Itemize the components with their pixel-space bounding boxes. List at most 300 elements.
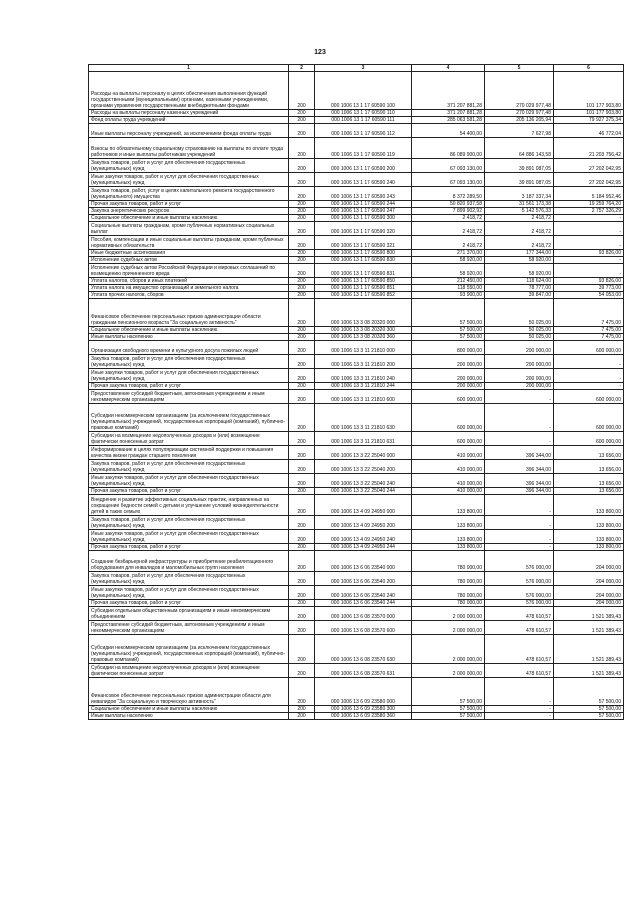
row-kbk-cell: 000 1006 13 1 17 60590 830 [315, 257, 412, 264]
row-code-cell: 200 [289, 264, 315, 278]
table-row [89, 621, 624, 635]
row-name-cell: Финансовое обеспечение персональных призов администрации области гражданам пенсионного возраста "За социальную активность" [89, 299, 289, 327]
row-remaining-cell: - [554, 369, 624, 383]
row-executed-cell: 50 025,00 [485, 334, 554, 341]
row-kbk-cell: 000 1006 13 3 22 25040 000 [315, 446, 412, 460]
row-executed-cell: 396 344,00 [485, 488, 554, 495]
table-row [89, 488, 624, 495]
column-header-3: 3 [315, 65, 412, 72]
budget-table-body [89, 65, 624, 720]
row-executed-cell: 478 610,57 [485, 664, 554, 678]
row-code-cell: 200 [289, 355, 315, 369]
table-row [89, 664, 624, 678]
table-row [89, 292, 624, 299]
row-approved-cell: 410 000,00 [412, 460, 485, 474]
row-name-cell: Взносы по обязательному социальному страхованию на выплаты по оплате труда работников и иные выплаты работникам учреждений [89, 138, 289, 159]
row-remaining-cell: 93 826,00 [554, 278, 624, 285]
row-code-cell: 200 [289, 607, 315, 621]
row-remaining-cell: - [554, 257, 624, 264]
row-kbk-cell: 000 1006 13 6 06 23540 200 [315, 572, 412, 586]
row-approved-cell: 780 000,00 [412, 572, 485, 586]
row-kbk-cell: 000 1006 13 1 17 60590 800 [315, 250, 412, 257]
row-remaining-cell: 13 656,00 [554, 474, 624, 488]
row-kbk-cell: 000 1006 13 3 08 20320 000 [315, 299, 412, 327]
row-kbk-cell: 000 1006 13 1 17 60590 320 [315, 222, 412, 236]
table-row [89, 278, 624, 285]
row-code-cell: 200 [289, 495, 315, 516]
row-code-cell: 200 [289, 551, 315, 572]
row-approved-cell: 2 000 000,00 [412, 635, 485, 664]
row-kbk-cell: 000 1006 13 1 17 60590 831 [315, 264, 412, 278]
row-kbk-cell: 000 1006 13 6 08 23570 000 [315, 607, 412, 621]
row-approved-cell: 2 418,72 [412, 222, 485, 236]
row-kbk-cell: 000 1006 13 6 08 23570 631 [315, 664, 412, 678]
row-executed-cell: 118 624,00 [485, 278, 554, 285]
row-name-cell: Прочая закупка товаров, работ и услуг [89, 488, 289, 495]
column-header-2: 2 [289, 65, 315, 72]
row-name-cell: Социальное обеспечение и иные выплаты населению [89, 215, 289, 222]
row-approved-cell: 57 500,00 [412, 713, 485, 720]
row-approved-cell: 600 000,00 [412, 432, 485, 446]
row-code-cell: 200 [289, 257, 315, 264]
table-row [89, 334, 624, 341]
row-kbk-cell: 000 1006 13 6 09 23580 360 [315, 713, 412, 720]
row-executed-cell: 576 000,00 [485, 600, 554, 607]
row-approved-cell: 58 920,00 [412, 264, 485, 278]
row-remaining-cell: 46 772,04 [554, 124, 624, 138]
row-kbk-cell: 000 1006 13 3 11 21810 600 [315, 390, 412, 404]
row-executed-cell: 270 029 977,48 [485, 72, 554, 110]
row-remaining-cell: 133 800,00 [554, 544, 624, 551]
table-row [89, 355, 624, 369]
row-executed-cell: 50 025,00 [485, 327, 554, 334]
row-name-cell: Создание безбарьерной инфраструктуры и приобретение реабилитационного оборудования для инвалидов и маломобильных групп населения [89, 551, 289, 572]
row-code-cell: 200 [289, 713, 315, 720]
row-name-cell: Социальное обеспечение и иные выплаты населению [89, 327, 289, 334]
table-row [89, 383, 624, 390]
row-approved-cell: 57 500,00 [412, 327, 485, 334]
row-kbk-cell: 000 1006 13 1 17 60590 100 [315, 72, 412, 110]
row-approved-cell: 2 000 000,00 [412, 664, 485, 678]
row-remaining-cell: 133 800,00 [554, 530, 624, 544]
row-approved-cell: 410 000,00 [412, 446, 485, 460]
row-code-cell: 200 [289, 124, 315, 138]
row-remaining-cell: 204 000,00 [554, 600, 624, 607]
row-kbk-cell: 000 1006 13 3 08 20320 300 [315, 327, 412, 334]
row-approved-cell: 58 920,00 [412, 257, 485, 264]
row-executed-cell: - [485, 404, 554, 432]
table-header-row [89, 65, 624, 72]
row-name-cell: Исполнение судебных актов [89, 257, 289, 264]
row-executed-cell: 64 886 143,58 [485, 138, 554, 159]
row-kbk-cell: 000 1006 13 1 17 60590 200 [315, 159, 412, 173]
table-row [89, 713, 624, 720]
row-name-cell: Предоставление субсидий бюджетным, автономным учреждениям и иным некоммерческим организациям [89, 390, 289, 404]
table-row [89, 551, 624, 572]
row-approved-cell: 67 093 130,00 [412, 159, 485, 173]
row-approved-cell: 133 800,00 [412, 530, 485, 544]
table-row [89, 369, 624, 383]
table-row [89, 187, 624, 201]
row-code-cell: 200 [289, 474, 315, 488]
row-executed-cell: 478 610,57 [485, 635, 554, 664]
row-kbk-cell: 000 1006 13 6 08 23570 600 [315, 621, 412, 635]
row-remaining-cell: 2 757 326,29 [554, 208, 624, 215]
row-remaining-cell: - [554, 215, 624, 222]
table-row [89, 544, 624, 551]
row-name-cell: Социальные выплаты гражданам, кроме публичных нормативных социальных выплат [89, 222, 289, 236]
row-executed-cell: - [485, 544, 554, 551]
table-row [89, 257, 624, 264]
row-kbk-cell: 000 1006 13 3 11 21810 244 [315, 383, 412, 390]
row-kbk-cell: 000 1006 13 1 17 60590 112 [315, 124, 412, 138]
row-name-cell: Субсидии на возмещение недополученных доходов и (или) возмещение фактически понесенных затрат [89, 664, 289, 678]
row-name-cell: Иные закупки товаров, работ и услуг для обеспечения государственных (муниципальных) нужд [89, 369, 289, 383]
table-row [89, 446, 624, 460]
row-executed-cell: 58 920,00 [485, 264, 554, 278]
row-code-cell: 200 [289, 586, 315, 600]
row-kbk-cell: 000 1006 13 1 17 60590 111 [315, 117, 412, 124]
row-code-cell: 200 [289, 278, 315, 285]
row-approved-cell: 133 800,00 [412, 544, 485, 551]
table-row [89, 495, 624, 516]
row-kbk-cell: 000 1006 13 3 08 20320 360 [315, 334, 412, 341]
table-row [89, 586, 624, 600]
row-name-cell: Субсидии некоммерческим организациям (за исключением государственных (муниципальных) учреждений, государственных корпораций (компаний), публично-правовых компаний) [89, 635, 289, 664]
row-remaining-cell: - [554, 236, 624, 250]
row-name-cell: Субсидии на возмещение недополученных доходов и (или) возмещение фактически понесенных затрат [89, 432, 289, 446]
row-name-cell: Внедрение и развитие эффективных социальных практик, направленных на сокращение бедности семей с детьми и улучшение условий жизнедеятельности детей в таких семьях [89, 495, 289, 516]
row-remaining-cell: 27 202 042,95 [554, 159, 624, 173]
row-kbk-cell: 000 1006 13 3 11 21810 000 [315, 341, 412, 355]
row-name-cell: Иные выплаты населению [89, 713, 289, 720]
row-name-cell: Закупка товаров, работ и услуг для обеспечения государственных (муниципальных) нужд [89, 355, 289, 369]
row-remaining-cell: 57 500,00 [554, 678, 624, 706]
row-approved-cell: 271 370,00 [412, 250, 485, 257]
row-code-cell: 200 [289, 138, 315, 159]
row-code-cell: 200 [289, 572, 315, 586]
row-remaining-cell: 1 521 389,43 [554, 621, 624, 635]
row-remaining-cell: 79 927 375,34 [554, 117, 624, 124]
row-name-cell: Иные закупки товаров, работ и услуг для обеспечения государственных (муниципальных) нужд [89, 530, 289, 544]
row-code-cell: 200 [289, 635, 315, 664]
row-approved-cell: 285 063 581,28 [412, 117, 485, 124]
table-row [89, 390, 624, 404]
row-name-cell: Расходы на выплаты персоналу в целях обеспечения выполнения функций государственными (муниципальными) органами, казенными учреждениями, органами управления государственными внебюджетными фондами [89, 72, 289, 110]
row-name-cell: Иные выплаты населению [89, 334, 289, 341]
row-remaining-cell: 5 184 952,46 [554, 187, 624, 201]
row-executed-cell: 200 000,00 [485, 383, 554, 390]
table-row [89, 530, 624, 544]
row-name-cell: Иные бюджетные ассигнования [89, 250, 289, 257]
row-code-cell: 200 [289, 110, 315, 117]
page-number: 123 [314, 49, 326, 56]
row-remaining-cell: 1 521 389,43 [554, 664, 624, 678]
table-row [89, 201, 624, 208]
row-kbk-cell: 000 1006 13 1 17 60590 240 [315, 173, 412, 187]
row-approved-cell: 200 000,00 [412, 383, 485, 390]
table-row [89, 215, 624, 222]
table-row [89, 327, 624, 334]
row-executed-cell: - [485, 516, 554, 530]
row-code-cell: 200 [289, 117, 315, 124]
row-name-cell: Уплата налогов, сборов и иных платежей [89, 278, 289, 285]
budget-table [88, 64, 624, 720]
row-code-cell: 200 [289, 159, 315, 173]
row-executed-cell: - [485, 530, 554, 544]
row-kbk-cell: 000 1006 13 1 17 60590 300 [315, 215, 412, 222]
row-kbk-cell: 000 1006 13 1 17 60590 850 [315, 278, 412, 285]
row-executed-cell: 200 000,00 [485, 355, 554, 369]
row-kbk-cell: 000 1006 13 1 17 60590 321 [315, 236, 412, 250]
row-name-cell: Прочая закупка товаров, работ и услуг [89, 201, 289, 208]
row-code-cell: 200 [289, 488, 315, 495]
row-name-cell: Пособия, компенсации и иные социальные выплаты гражданам, кроме публичных нормативных обязательств [89, 236, 289, 250]
row-name-cell: Закупка товаров, работ, услуг в целях капитального ремонта государственного (муниципального) имущества [89, 187, 289, 201]
row-kbk-cell: 000 1006 13 6 08 23570 630 [315, 635, 412, 664]
row-code-cell: 200 [289, 222, 315, 236]
row-executed-cell: 478 610,57 [485, 621, 554, 635]
row-kbk-cell: 000 1006 13 6 09 23580 300 [315, 706, 412, 713]
row-kbk-cell: 000 1006 13 3 22 25040 200 [315, 460, 412, 474]
row-kbk-cell: 000 1006 13 1 17 60590 244 [315, 201, 412, 208]
column-header-4: 4 [412, 65, 485, 72]
row-approved-cell: 600 000,00 [412, 404, 485, 432]
row-name-cell: Иные закупки товаров, работ и услуг для обеспечения государственных (муниципальных) нужд [89, 173, 289, 187]
row-approved-cell: 50 820 937,58 [412, 201, 485, 208]
row-approved-cell: 600 000,00 [412, 390, 485, 404]
row-executed-cell: 396 344,00 [485, 460, 554, 474]
row-name-cell: Прочая закупка товаров, работ и услуг [89, 383, 289, 390]
row-executed-cell: 177 344,00 [485, 250, 554, 257]
row-remaining-cell: 13 656,00 [554, 460, 624, 474]
table-row [89, 236, 624, 250]
row-approved-cell: 200 000,00 [412, 369, 485, 383]
row-remaining-cell: 1 521 389,43 [554, 607, 624, 621]
row-remaining-cell: 19 259 764,20 [554, 201, 624, 208]
table-row [89, 572, 624, 586]
table-row [89, 341, 624, 355]
row-name-cell: Закупка товаров, работ и услуг для обеспечения государственных (муниципальных) нужд [89, 572, 289, 586]
row-remaining-cell: 133 800,00 [554, 516, 624, 530]
row-remaining-cell: 7 475,00 [554, 327, 624, 334]
row-remaining-cell: 54 053,00 [554, 292, 624, 299]
row-executed-cell: - [485, 706, 554, 713]
row-name-cell: Закупка товаров, работ и услуг для обеспечения государственных (муниципальных) нужд [89, 516, 289, 530]
row-remaining-cell: 13 656,00 [554, 446, 624, 460]
row-kbk-cell: 000 1006 13 4 09 24950 000 [315, 495, 412, 516]
row-executed-cell: - [485, 432, 554, 446]
row-code-cell: 200 [289, 706, 315, 713]
row-code-cell: 200 [289, 72, 315, 110]
row-approved-cell: 133 800,00 [412, 516, 485, 530]
row-remaining-cell: 600 000,00 [554, 341, 624, 355]
row-remaining-cell: - [554, 222, 624, 236]
row-kbk-cell: 000 1006 13 1 17 60590 852 [315, 292, 412, 299]
row-name-cell: Закупка энергетических ресурсов [89, 208, 289, 215]
row-remaining-cell: 133 800,00 [554, 495, 624, 516]
row-approved-cell: 57 500,00 [412, 678, 485, 706]
column-header-5: 5 [485, 65, 554, 72]
row-approved-cell: 54 400,00 [412, 124, 485, 138]
row-executed-cell: 31 561 173,38 [485, 201, 554, 208]
row-kbk-cell: 000 1006 13 1 17 60590 110 [315, 110, 412, 117]
row-executed-cell: 39 891 087,05 [485, 159, 554, 173]
row-name-cell: Уплата прочих налогов, сборов [89, 292, 289, 299]
row-remaining-cell: - [554, 355, 624, 369]
table-row [89, 607, 624, 621]
table-row [89, 460, 624, 474]
row-name-cell: Закупка товаров, работ и услуг для обеспечения государственных (муниципальных) нужд [89, 460, 289, 474]
row-remaining-cell: 101 177 903,80 [554, 72, 624, 110]
row-approved-cell: 67 093 130,00 [412, 173, 485, 187]
row-code-cell: 200 [289, 187, 315, 201]
row-name-cell: Прочая закупка товаров, работ и услуг [89, 600, 289, 607]
row-code-cell: 200 [289, 250, 315, 257]
table-row [89, 208, 624, 215]
row-code-cell: 200 [289, 208, 315, 215]
row-approved-cell: 800 000,00 [412, 341, 485, 355]
row-remaining-cell: 204 000,00 [554, 572, 624, 586]
row-approved-cell: 133 800,00 [412, 495, 485, 516]
table-row [89, 635, 624, 664]
row-kbk-cell: 000 1006 13 3 11 21810 631 [315, 432, 412, 446]
row-name-cell: Иные закупки товаров, работ и услуг для обеспечения государственных (муниципальных) нужд [89, 474, 289, 488]
table-row [89, 159, 624, 173]
row-executed-cell: 576 000,00 [485, 551, 554, 572]
row-executed-cell: 39 847,00 [485, 292, 554, 299]
row-approved-cell: 57 500,00 [412, 334, 485, 341]
row-code-cell: 200 [289, 621, 315, 635]
table-row [89, 72, 624, 110]
table-row [89, 706, 624, 713]
row-code-cell: 200 [289, 678, 315, 706]
row-name-cell: Предоставление субсидий бюджетным, автономным учреждениям и иным некоммерческим организациям [89, 621, 289, 635]
row-remaining-cell: 21 203 756,42 [554, 138, 624, 159]
table-row [89, 299, 624, 327]
row-executed-cell: 200 000,00 [485, 369, 554, 383]
row-kbk-cell: 000 1006 13 1 17 60590 243 [315, 187, 412, 201]
row-approved-cell: 7 899 902,92 [412, 208, 485, 215]
row-name-cell: Финансовое обеспечение персональных призов администрации области для инвалидов "За социальную и творческую активность" [89, 678, 289, 706]
row-approved-cell: 410 000,00 [412, 474, 485, 488]
table-row [89, 124, 624, 138]
row-code-cell: 200 [289, 236, 315, 250]
table-row [89, 138, 624, 159]
row-code-cell: 200 [289, 299, 315, 327]
row-executed-cell: - [485, 495, 554, 516]
row-kbk-cell: 000 1006 13 3 11 21810 630 [315, 404, 412, 432]
row-remaining-cell: 57 500,00 [554, 706, 624, 713]
row-code-cell: 200 [289, 173, 315, 187]
row-code-cell: 200 [289, 460, 315, 474]
row-remaining-cell: - [554, 383, 624, 390]
row-remaining-cell: 1 521 389,43 [554, 635, 624, 664]
row-executed-cell: 576 000,00 [485, 572, 554, 586]
row-approved-cell: 371 207 881,28 [412, 72, 485, 110]
row-code-cell: 200 [289, 432, 315, 446]
table-row [89, 110, 624, 117]
row-name-cell: Исполнение судебных актов Российской Федерации и мировых соглашений по возмещению причиненного вреда [89, 264, 289, 278]
row-remaining-cell: 27 202 042,95 [554, 173, 624, 187]
row-executed-cell: 2 418,72 [485, 236, 554, 250]
row-executed-cell: 3 187 337,34 [485, 187, 554, 201]
table-row [89, 678, 624, 706]
row-remaining-cell: 600 000,00 [554, 404, 624, 432]
row-code-cell: 200 [289, 404, 315, 432]
row-kbk-cell: 000 1006 13 1 17 60590 247 [315, 208, 412, 215]
row-name-cell: Информирование в целях популяризации системной поддержки и повышения качества жизни граждан старшего поколения [89, 446, 289, 460]
column-header-1: 1 [89, 65, 289, 72]
row-name-cell: Субсидии отдельным общественным организациям и иным некоммерческим объединениям [89, 607, 289, 621]
table-row [89, 117, 624, 124]
row-remaining-cell: 600 000,00 [554, 432, 624, 446]
row-code-cell: 200 [289, 383, 315, 390]
row-executed-cell: - [485, 390, 554, 404]
row-name-cell: Уплата налога на имущество организаций и земельного налога [89, 285, 289, 292]
row-kbk-cell: 000 1006 13 6 06 23540 244 [315, 600, 412, 607]
row-name-cell: Социальное обеспечение и иные выплаты населению [89, 706, 289, 713]
row-code-cell: 200 [289, 600, 315, 607]
row-executed-cell: 7 627,98 [485, 124, 554, 138]
row-approved-cell: 780 000,00 [412, 600, 485, 607]
row-name-cell: Иные закупки товаров, работ и услуг для обеспечения государственных (муниципальных) нужд [89, 586, 289, 600]
row-executed-cell: 39 891 087,05 [485, 173, 554, 187]
row-name-cell: Организация свободного времени и культурного досуга пожилых людей [89, 341, 289, 355]
table-row [89, 264, 624, 278]
row-code-cell: 200 [289, 285, 315, 292]
row-code-cell: 200 [289, 334, 315, 341]
row-code-cell: 200 [289, 390, 315, 404]
row-approved-cell: 86 089 900,00 [412, 138, 485, 159]
row-executed-cell: - [485, 678, 554, 706]
row-remaining-cell: 13 656,00 [554, 488, 624, 495]
row-kbk-cell: 000 1006 13 4 09 24950 240 [315, 530, 412, 544]
row-kbk-cell: 000 1006 13 6 06 23540 240 [315, 586, 412, 600]
row-executed-cell: - [485, 713, 554, 720]
row-approved-cell: 371 207 881,28 [412, 110, 485, 117]
row-executed-cell: 50 025,00 [485, 299, 554, 327]
row-approved-cell: 8 372 289,50 [412, 187, 485, 201]
row-kbk-cell: 000 1006 13 3 22 25040 244 [315, 488, 412, 495]
column-header-6: 6 [554, 65, 624, 72]
row-executed-cell: 2 418,72 [485, 222, 554, 236]
row-executed-cell: 205 136 205,94 [485, 117, 554, 124]
row-remaining-cell: - [554, 264, 624, 278]
row-name-cell: Расходы на выплаты персоналу казенных учреждений [89, 110, 289, 117]
table-row [89, 432, 624, 446]
row-executed-cell: 78 777,00 [485, 285, 554, 292]
row-executed-cell: 576 000,00 [485, 586, 554, 600]
row-approved-cell: 780 000,00 [412, 586, 485, 600]
row-remaining-cell: 57 500,00 [554, 713, 624, 720]
table-row [89, 516, 624, 530]
table-row [89, 173, 624, 187]
row-kbk-cell: 000 1006 13 4 09 24950 200 [315, 516, 412, 530]
row-approved-cell: 212 450,00 [412, 278, 485, 285]
row-executed-cell: 5 142 576,33 [485, 208, 554, 215]
row-remaining-cell: 204 000,00 [554, 551, 624, 572]
row-name-cell: Фонд оплаты труда учреждений [89, 117, 289, 124]
row-approved-cell: 2 418,72 [412, 236, 485, 250]
row-approved-cell: 410 000,00 [412, 488, 485, 495]
row-approved-cell: 93 900,00 [412, 292, 485, 299]
row-approved-cell: 200 000,00 [412, 355, 485, 369]
row-code-cell: 200 [289, 446, 315, 460]
row-kbk-cell: 000 1006 13 1 17 60590 119 [315, 138, 412, 159]
row-approved-cell: 2 418,72 [412, 215, 485, 222]
row-executed-cell: 2 418,72 [485, 215, 554, 222]
